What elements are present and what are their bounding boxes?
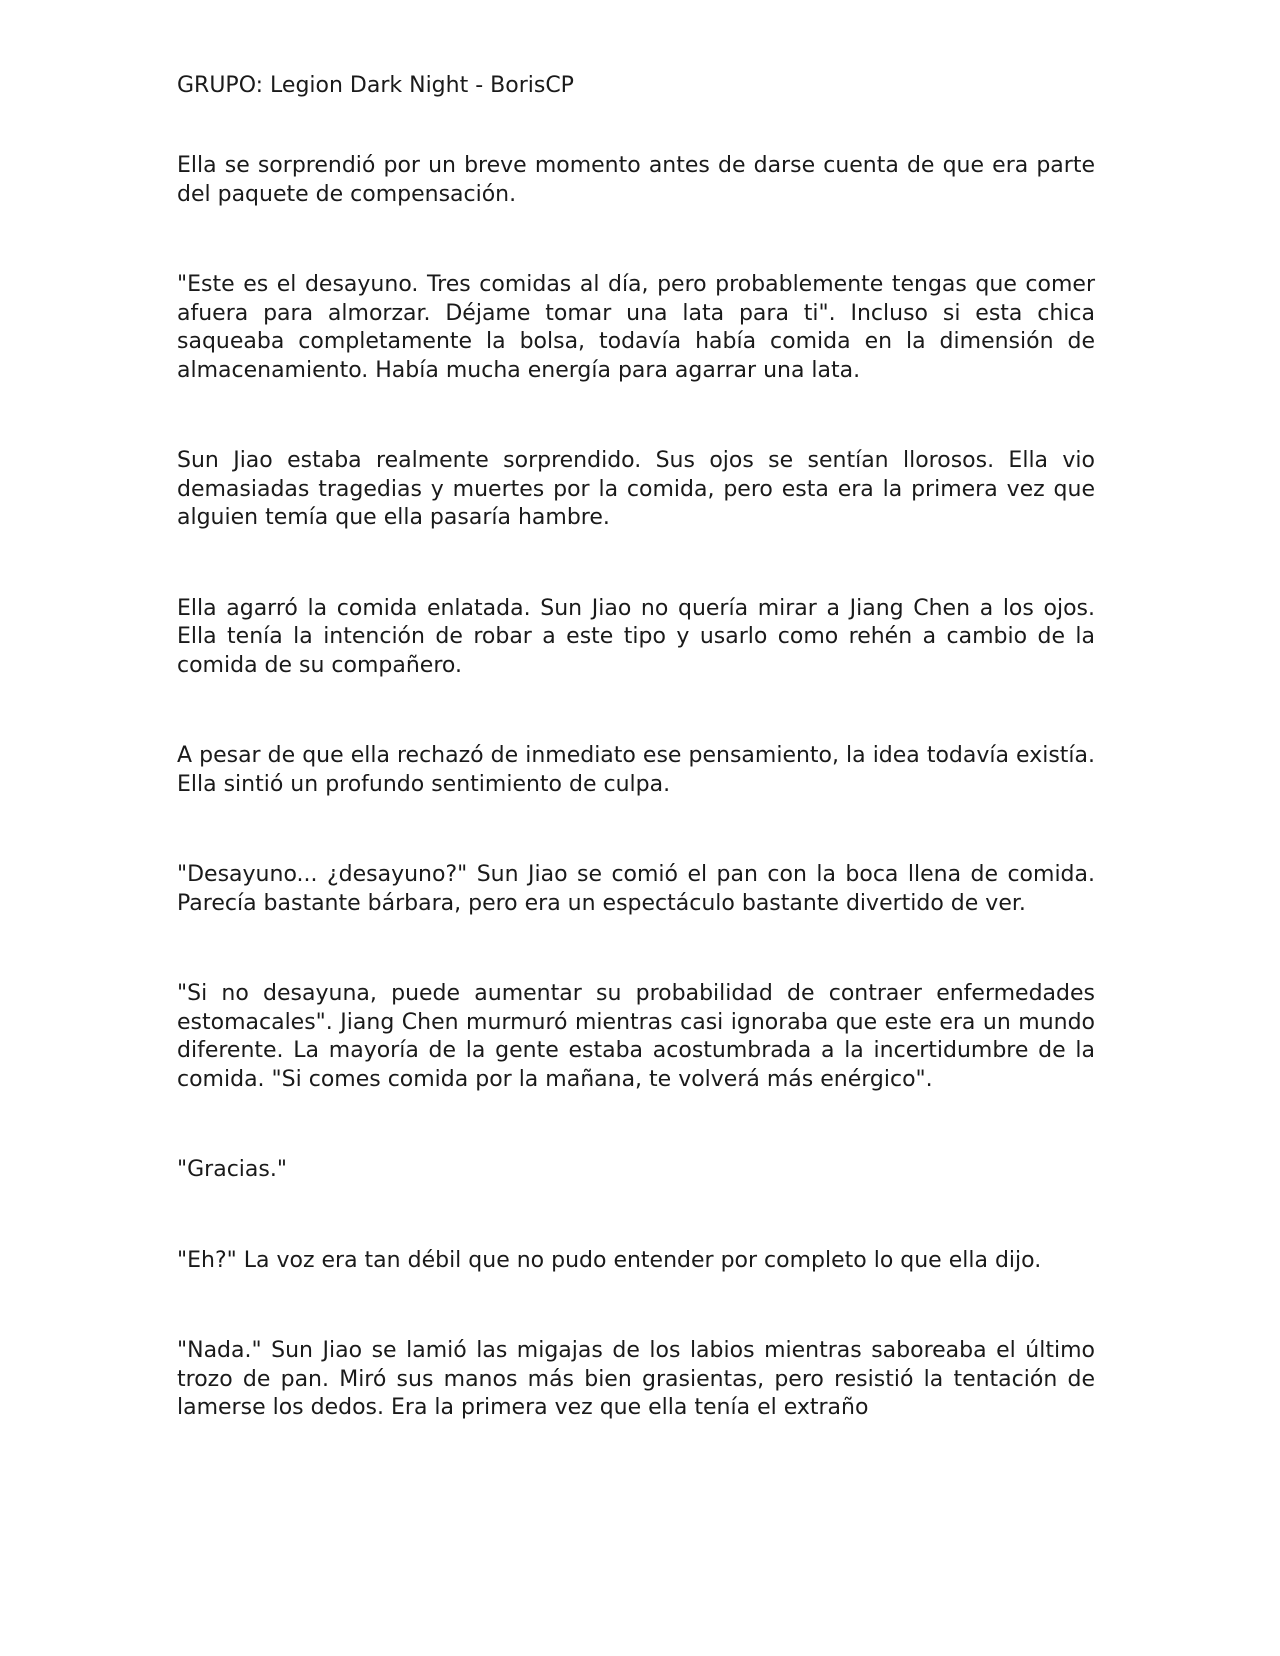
paragraph-5: A pesar de que ella rechazó de inmediato ese pensamiento, la idea todavía existía. Ella sintió un profundo sentimiento de culpa.: [177, 743, 1095, 797]
paragraph-8: "Gracias.": [177, 1157, 287, 1182]
paragraph-3: Sun Jiao estaba realmente sorprendido. Sus ojos se sentían llorosos. Ella vio demasiadas tragedias y muertes por la comida, pero esta era la primera vez que alguien temía que ella pasaría hambre.: [177, 448, 1095, 530]
paragraph-1: Ella se sorprendió por un breve momento antes de darse cuenta de que era parte del paquete de compensación.: [177, 153, 1095, 207]
paragraph-2: "Este es el desayuno. Tres comidas al día, pero probablemente tengas que comer afuera para almorzar. Déjame tomar una lata para ti". Incluso si esta chica saqueaba completamente la bolsa, todavía había comida en la dimensión de almacenamiento. Había mucha energía para agarrar una lata.: [177, 272, 1095, 383]
paragraph-10: "Nada." Sun Jiao se lamió las migajas de los labios mientras saboreaba el último trozo de pan. Miró sus manos más bien grasientas, pero resistió la tentación de lamerse los dedos. Era la primera vez que ella tenía el extraño: [177, 1338, 1095, 1420]
paragraph-7: "Si no desayuna, puede aumentar su probabilidad de contraer enfermedades estomacales". Jiang Chen murmuró mientras casi ignoraba que este era un mundo diferente. La mayoría de la gente estaba acostumbrada a la incertidumbre de la comida. "Si comes comida por la mañana, te volverá más enérgico".: [177, 981, 1095, 1092]
document-body: [177, 152, 1095, 1423]
paragraph-4: Ella agarró la comida enlatada. Sun Jiao no quería mirar a Jiang Chen a los ojos. Ella tenía la intención de robar a este tipo y usarlo como rehén a cambio de la comida de su compañero.: [177, 595, 1095, 678]
group-header: GRUPO: Legion Dark Night - BorisCP: [177, 73, 574, 98]
paragraph-9: "Eh?" La voz era tan débil que no pudo entender por completo lo que ella dijo.: [177, 1247, 1042, 1273]
paragraph-6: "Desayuno... ¿desayuno?" Sun Jiao se comió el pan con la boca llena de comida. Parecía bastante bárbara, pero era un espectáculo bastante divertido de ver.: [177, 862, 1095, 916]
